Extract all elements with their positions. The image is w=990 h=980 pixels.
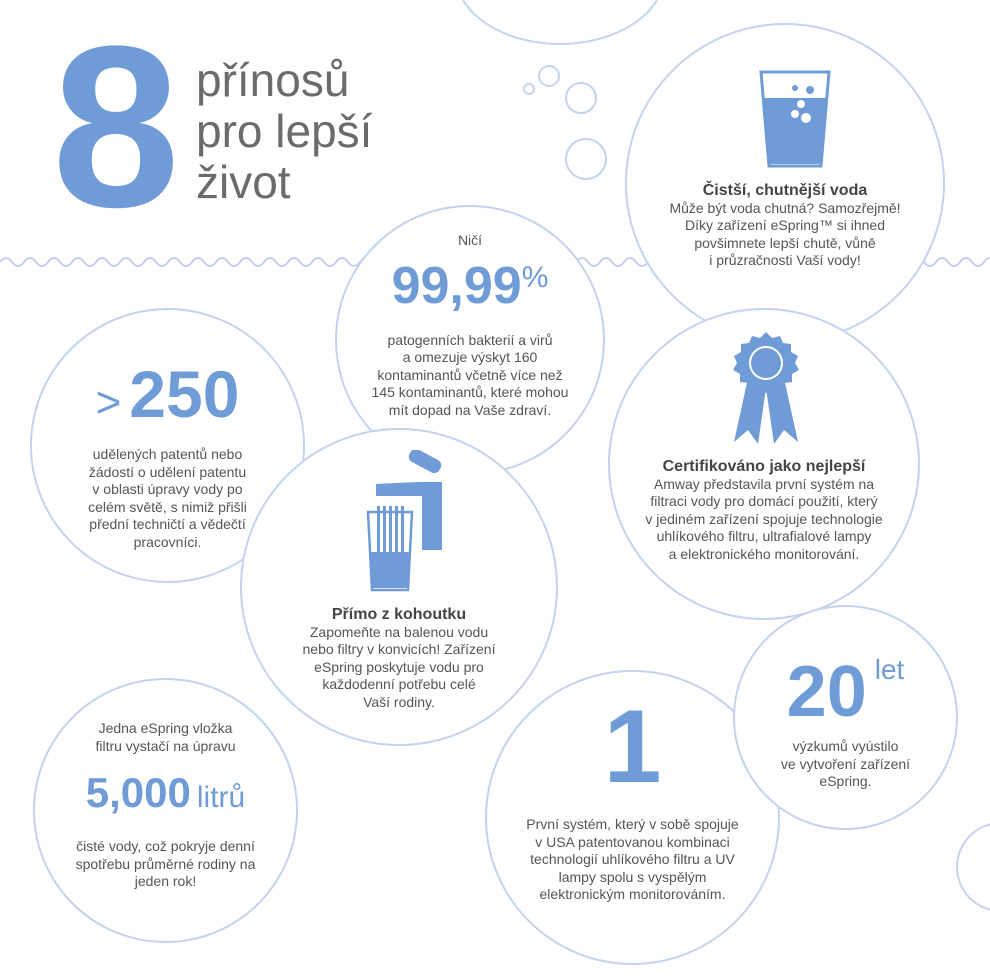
benefit-years-unit: let xyxy=(874,654,905,685)
text-line: Díky zařízení eSpring™ si ihned xyxy=(685,217,885,233)
decorative-circle-top xyxy=(455,0,665,45)
benefit-liters-number: 5,000 xyxy=(85,769,191,816)
text-line: technologií uhlíkového filtru a UV xyxy=(530,851,735,867)
benefit-destroys-text xyxy=(340,232,600,419)
benefit-patents-figure xyxy=(40,357,295,440)
hero-title-line3: život xyxy=(196,156,291,208)
text-line: přední techničtí a vědečtí xyxy=(89,516,246,532)
text-line: celém světě, s nimiž přišli xyxy=(88,498,247,515)
text-line: Vaší rodiny. xyxy=(363,693,435,710)
text-line: elektronickým monitorováním. xyxy=(539,886,726,902)
text-line: a omezuje výskyt 160 xyxy=(402,349,538,365)
award-ribbon-icon xyxy=(726,330,806,450)
benefit-destroys-unit: % xyxy=(521,260,549,294)
text-line: žádostí o udělení patentu xyxy=(88,463,247,480)
benefit-years-figure xyxy=(740,650,951,734)
decorative-bubble xyxy=(565,138,607,180)
hero-title-line1: přínosů xyxy=(196,54,350,106)
text-line: eSpring. xyxy=(819,773,872,789)
text-line: každodenní potřebu celé xyxy=(322,676,476,692)
benefit-patents-number: 250 xyxy=(129,357,240,431)
decorative-circle-bottom-right xyxy=(956,822,990,912)
text-line: povšimnete lepší chutě, vůně xyxy=(694,234,876,251)
text-line: čisté vody, což pokryje denní xyxy=(76,838,255,854)
benefit-patents-prefix: > xyxy=(95,378,122,427)
benefit-destroys-number: 99,99 xyxy=(391,256,522,315)
decorative-bubble xyxy=(523,83,535,95)
benefit-years-text xyxy=(740,650,951,791)
benefit-liters-text xyxy=(40,720,291,891)
text-line: uhlíkového filtru, ultrafialové lampy xyxy=(656,528,872,544)
text-line: eSpring poskytuje vodu pro xyxy=(314,658,484,675)
benefit-pure-water-title: Čistší, chutnější voda xyxy=(702,182,868,199)
benefit-liters-unit: litrů xyxy=(196,781,246,814)
text-line: mít dopad na Vaše zdraví. xyxy=(388,401,552,418)
benefit-destroys-label: Ničí xyxy=(457,232,483,248)
text-line: i průzračnosti Vaší vody! xyxy=(709,252,861,268)
text-line: Jedna eSpring vložka xyxy=(98,720,233,736)
text-line: v jediném zařízení spojuje technologie xyxy=(645,510,883,527)
text-line: Může být voda chutná? Samozřejmě! xyxy=(669,199,901,216)
text-line: v oblasti úpravy vody po xyxy=(92,481,243,497)
text-line: kontaminantů včetně více než xyxy=(377,366,563,383)
text-line: jeden rok! xyxy=(134,873,197,889)
text-line: filtru vystačí na úpravu xyxy=(95,737,236,754)
decorative-bubble xyxy=(538,65,560,87)
benefit-certified-text xyxy=(614,458,914,563)
benefit-liters-figure xyxy=(40,767,291,824)
decorative-bubble xyxy=(565,82,597,114)
benefit-years-number: 20 xyxy=(786,652,867,732)
benefit-pure-water-text xyxy=(630,182,940,270)
text-line: výzkumů vyústilo xyxy=(792,738,899,754)
glass-of-water-icon xyxy=(755,68,835,170)
hero-title xyxy=(196,55,372,208)
text-line: nebo filtry v konvicích! Zařízení xyxy=(302,641,496,657)
text-line: ve vytvoření zařízení xyxy=(780,755,911,772)
hero-title-line2: pro lepší xyxy=(196,105,373,157)
hero-number: 8 xyxy=(52,0,174,255)
benefit-destroys-figure xyxy=(340,256,600,316)
text-line: 145 kontaminantů, které mohou xyxy=(371,384,569,400)
text-line: filtraci vody pro domácí použití, který xyxy=(650,493,878,509)
text-line: v USA patentovanou kombinaci xyxy=(535,833,730,850)
benefit-first-text xyxy=(495,688,770,904)
text-line: Amway představila první systém na xyxy=(653,475,875,492)
text-line: První systém, který v sobě spojuje xyxy=(526,816,739,832)
text-line: udělených patentů nebo xyxy=(92,446,243,462)
text-line: patogenních bakterií a virů xyxy=(387,331,553,348)
faucet-and-glass-icon xyxy=(360,450,456,592)
text-line: Zapomeňte na balenou vodu xyxy=(309,623,489,640)
benefit-tap-title: Přímo z kohoutku xyxy=(331,606,467,623)
text-line: spotřebu průměrné rodiny na xyxy=(75,855,256,872)
text-line: lampy spolu s vyspělým xyxy=(558,868,707,885)
benefit-first-number: 1 xyxy=(603,689,662,805)
text-line: a elektronického monitorování. xyxy=(668,545,860,562)
benefit-certified-title: Certifikováno jako nejlepší xyxy=(662,458,866,475)
text-line: pracovníci. xyxy=(133,533,202,550)
